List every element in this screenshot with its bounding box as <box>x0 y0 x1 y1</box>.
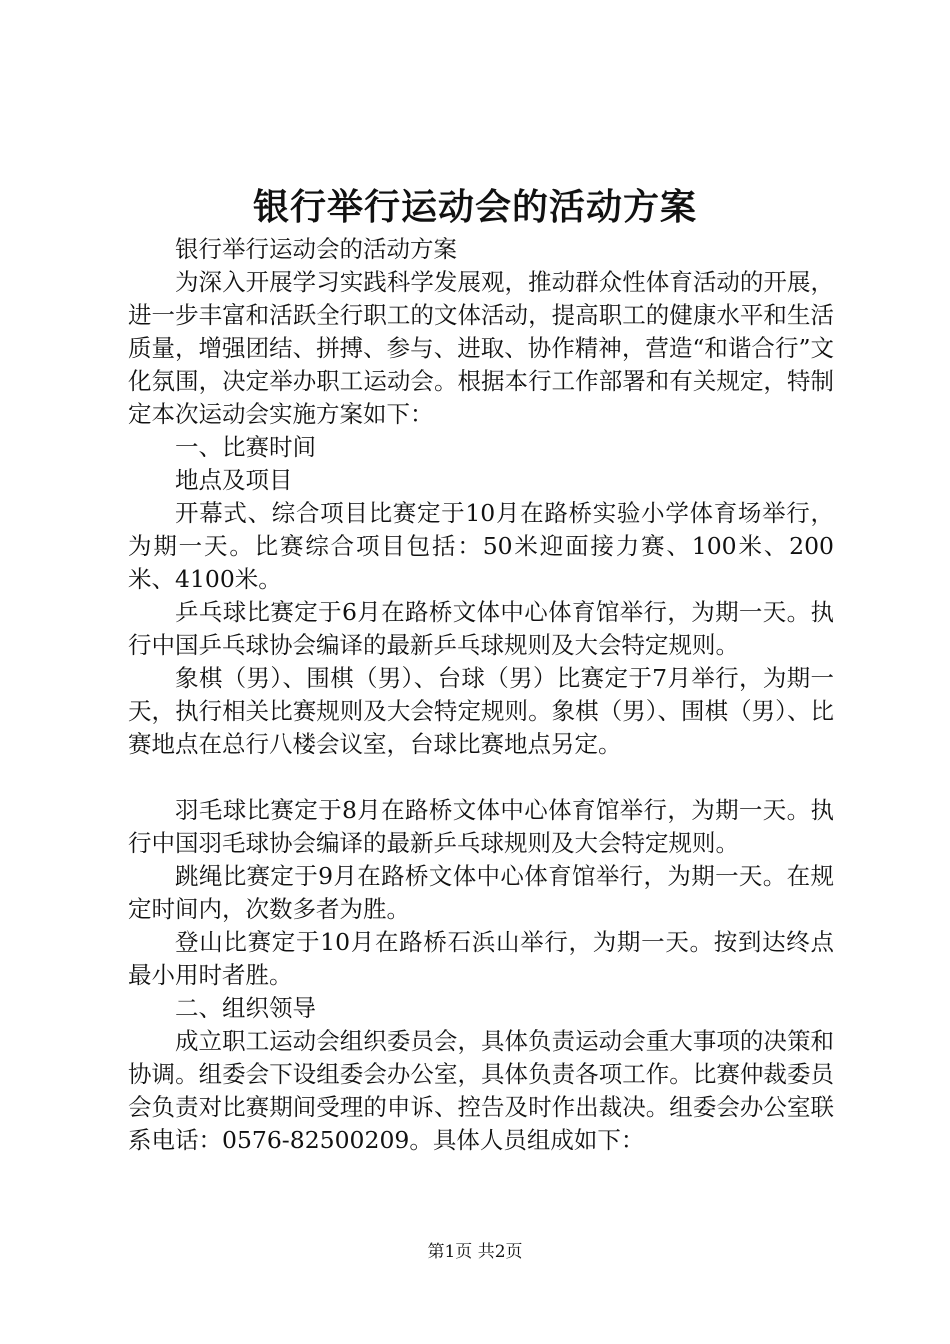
paragraph-subtitle: 银行举行运动会的活动方案 <box>175 235 457 263</box>
document-body <box>128 233 834 1157</box>
paragraph-badminton: 羽毛球比赛定于8月在路桥文体中心体育馆举行，为期一天。执行中国羽毛球协会编译的最新乒乓球规则及大会特定规则。 <box>128 796 834 857</box>
paragraph-intro: 为深入开展学习实践科学发展观，推动群众性体育活动的开展，进一步丰富和活跃全行职工的文体活动，提高职工的健康水平和生活质量，增强团结、拼搏、参与、进取、协作精神，营造“和谐合行”文化氛围，决定举办职工运动会。根据本行工作部署和有关规定，特制定本次运动会实施方案如下： <box>128 268 834 428</box>
section-heading-location: 地点及项目 <box>175 466 293 494</box>
paragraph-spacer <box>128 761 834 794</box>
paragraph-committee: 成立职工运动会组织委员会，具体负责运动会重大事项的决策和协调。组委会下设组委会办公室，具体负责各项工作。比赛仲裁委员会负责对比赛期间受理的申诉、控告及时作出裁决。组委会办公室联系电话：0576-82500209。具体人员组成如下： <box>128 1027 834 1154</box>
page-footer: 第1页 共2页 <box>427 1242 523 1262</box>
paragraph-mountain-climbing: 登山比赛定于10月在路桥石浜山举行，为期一天。按到达终点最小用时者胜。 <box>128 928 834 989</box>
paragraph-opening-ceremony: 开幕式、综合项目比赛定于10月在路桥实验小学体育场举行，为期一天。比赛综合项目包括：50米迎面接力赛、100米、200米、4100米。 <box>128 499 834 593</box>
paragraph-chess-billiards: 象棋（男）、围棋（男）、台球（男）比赛定于7月举行，为期一天，执行相关比赛规则及大会特定规则。象棋（男）、围棋（男）、比赛地点在总行八楼会议室，台球比赛地点另定。 <box>128 664 834 758</box>
section-heading-time: 一、比赛时间 <box>175 433 316 461</box>
section-heading-organization: 二、组织领导 <box>175 994 316 1022</box>
paragraph-table-tennis: 乒乓球比赛定于6月在路桥文体中心体育馆举行，为期一天。执行中国乒乓球协会编译的最新乒乓球规则及大会特定规则。 <box>128 598 834 659</box>
paragraph-rope-skipping: 跳绳比赛定于9月在路桥文体中心体育馆举行，为期一天。在规定时间内，次数多者为胜。 <box>128 862 834 923</box>
document-title: 银行举行运动会的活动方案 <box>252 186 697 228</box>
